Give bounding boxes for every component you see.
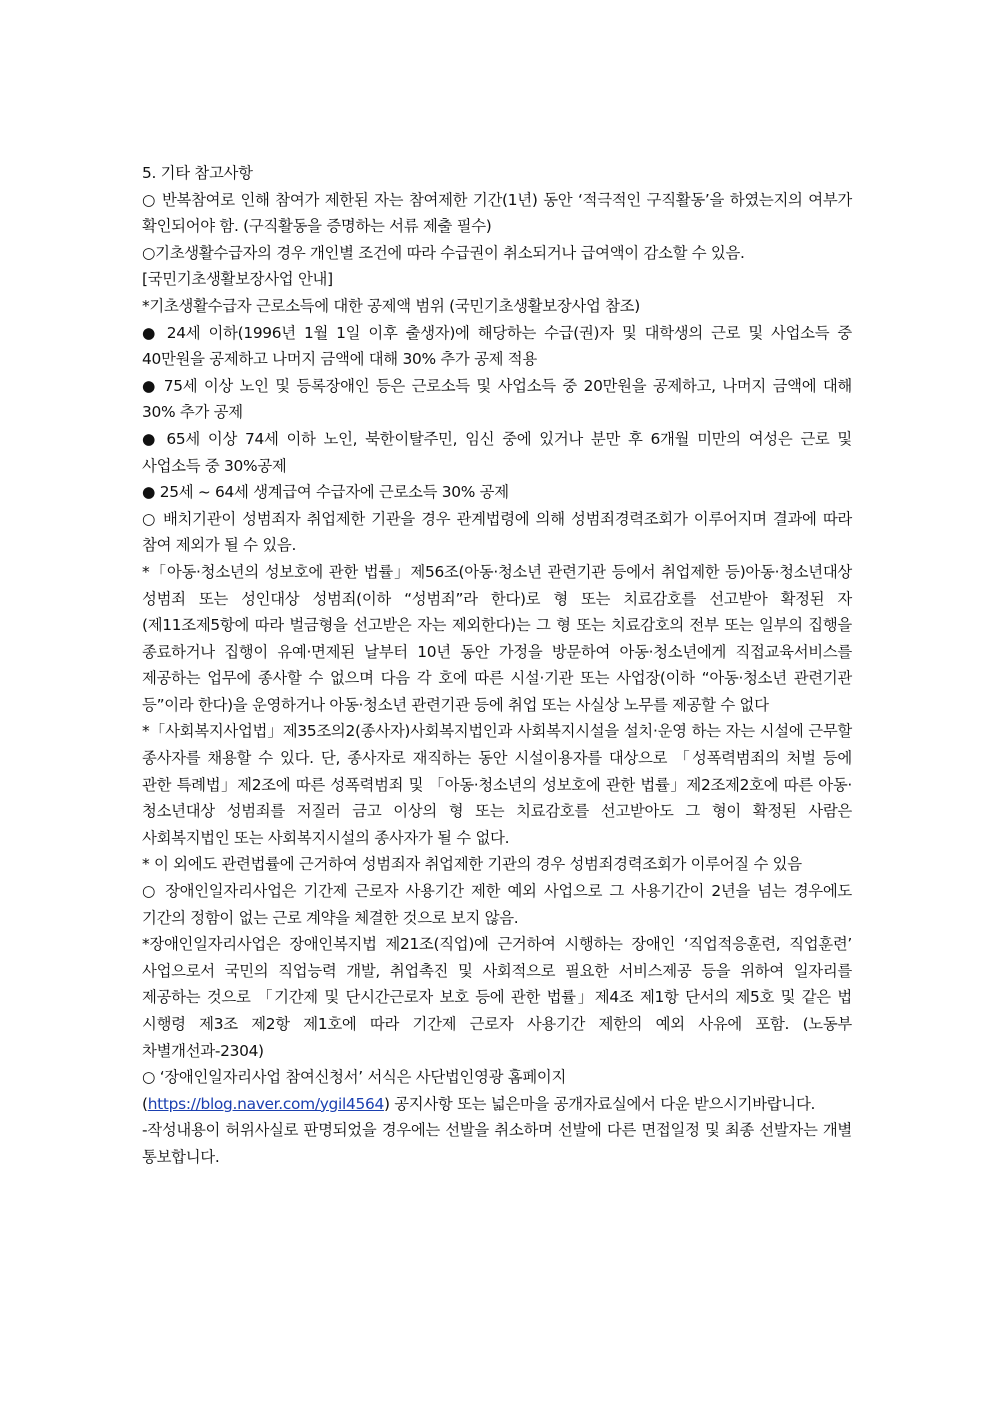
note-other-laws: * 이 외에도 관련법률에 근거하여 성범죄자 취업제한 기관의 경우 성범죄경력조회가 이루어질 수 있음 bbox=[142, 855, 802, 874]
guide-heading: [국민기초생활보장사업 안내] bbox=[142, 270, 333, 289]
law-social-welfare: *「사회복지사업법」제35조의2(종사자)사회복지법인과 사회복지시설을 설치·운영 하는 자는 시설에 근무할 종사자를 채용할 수 있다. 단, 종사자로 재직하는 동안 시설이용자를 대상으로 「성폭력범죄의 처벌 등에 관한 특례법」제2조에 따른 성폭력범죄 및 「아동·청소년의 성보호에 관한 법률」제2조제2호에 따른 아동·청소년대상 성범죄를 저질러 금고 이상의 형 또는 치료감호를 선고받아도 그 형이 확정된 사람은 사회복지법인 또는 사회복지시설의 종사자가 될 수 없다. bbox=[142, 722, 853, 847]
deduction-item-under-24: ● 24세 이하(1996년 1월 1일 이후 출생자)에 해당하는 수급(권)자 및 대학생의 근로 및 사업소득 중 40만원을 공제하고 나머지 금액에 대해 30% 추가 공제 적용 bbox=[142, 323, 852, 369]
law-youth-protection: *「아동·청소년의 성보호에 관한 법률」제56조(아동·청소년 관련기관 등에서 취업제한 등)아동·청소년대상 성범죄 또는 성인대상 성범죄(이하 “성범죄”라 한다)로 형 또는 치료감호를 선고받아 확정된 자(제11조제5항에 따라 벌금형을 선고받은 자는 제외한다)는 그 형 또는 치료감호의 전부 또는 일부의 집행을 종료하거나 집행이 유예·면제된 날부터 10년 동안 가정을 방문하여 아동·청소년에게 직접교육서비스를 제공하는 업무에 종사할 수 없으며 다음 각 호에 따른 시설·기관 또는 사업장(이하 “아동·청소년 관련기관 등”이라 한다)을 운영하거나 아동·청소년 관련기관 등에 취업 또는 사실상 노무를 제공할 수 없다 bbox=[142, 562, 852, 714]
download-info bbox=[142, 1091, 852, 1118]
link-suffix: ) 공지사항 또는 넓은마을 공개자료실에서 다운 받으시기바랍니다. bbox=[383, 1094, 816, 1113]
deduction-item-65-74: ● 65세 이상 74세 이하 노인, 북한이탈주민, 임신 중에 있거나 분만 후 6개월 미만의 여성은 근로 및 사업소득 중 30%공제 bbox=[142, 429, 852, 475]
section-title: 5. 기타 참고사항 bbox=[142, 164, 253, 182]
notice-basic-livelihood: ○기초생활수급자의 경우 개인별 조건에 따라 수급권이 취소되거나 급여액이 감소할 수 있음. bbox=[142, 243, 745, 262]
notice-participation-limit: ○ 반복참여로 인해 참여가 제한된 자는 참여제한 기간(1년) 동안 ‘적극적인 구직활동’을 하였는지의 여부가 확인되어야 함. (구직활동을 증명하는 서류 제출 필수) bbox=[142, 190, 852, 236]
notice-fixed-term-exception: ○ 장애인일자리사업은 기간제 근로자 사용기간 제한 예외 사업으로 그 사용기간이 2년을 넘는 경우에도 기간의 정함이 없는 근로 계약을 체결한 것으로 보지 않음. bbox=[142, 882, 852, 927]
notice-sex-offense-check: ○ 배치기관이 성범죄자 취업제한 기관을 경우 관계법령에 의해 성범죄경력조회가 이루어지며 결과에 따라 참여 제외가 될 수 있음. bbox=[142, 509, 852, 555]
notice-application-form: ○ ‘장애인일자리사업 참여신청서’ 서식은 사단법인영광 홈페이지 bbox=[142, 1068, 567, 1087]
deduction-range-note: *기초생활수급자 근로소득에 대한 공제액 범위 (국민기초생활보장사업 참조) bbox=[142, 296, 640, 315]
document-body bbox=[142, 160, 852, 1171]
deduction-item-25-64: ● 25세 ~ 64세 생계급여 수급자에 근로소득 30% 공제 bbox=[142, 483, 509, 502]
closing-notice: -작성내용이 허위사실로 판명되었을 경우에는 선발을 취소하며 선발에 다른 면접일정 및 최종 선발자는 개별 통보합니다. bbox=[142, 1121, 852, 1166]
link-prefix: ( bbox=[142, 1094, 148, 1113]
blog-link[interactable]: https://blog.naver.com/ygil4564 bbox=[147, 1094, 384, 1113]
law-disability-jobs: *장애인일자리사업은 장애인복지법 제21조(직업)에 근거하여 시행하는 장애인 ‘직업적응훈련, 직업훈련’ 사업으로서 국민의 직업능력 개발, 취업촉진 및 사회적으로 필요한 서비스제공 등을 위하여 일자리를 제공하는 것으로 「기간제 및 단시간근로자 보호 등에 관한 법률」제4조 제1항 단서의 제5호 및 같은 법 시행령 제3조 제2항 제1호에 따라 기간제 근로자 사용기간 제한의 예외 사유에 포함. (노동부 차별개선과-2304) bbox=[142, 935, 852, 1060]
deduction-item-over-75: ● 75세 이상 노인 및 등록장애인 등은 근로소득 및 사업소득 중 20만원을 공제하고, 나머지 금액에 대해 30% 추가 공제 bbox=[142, 376, 852, 422]
